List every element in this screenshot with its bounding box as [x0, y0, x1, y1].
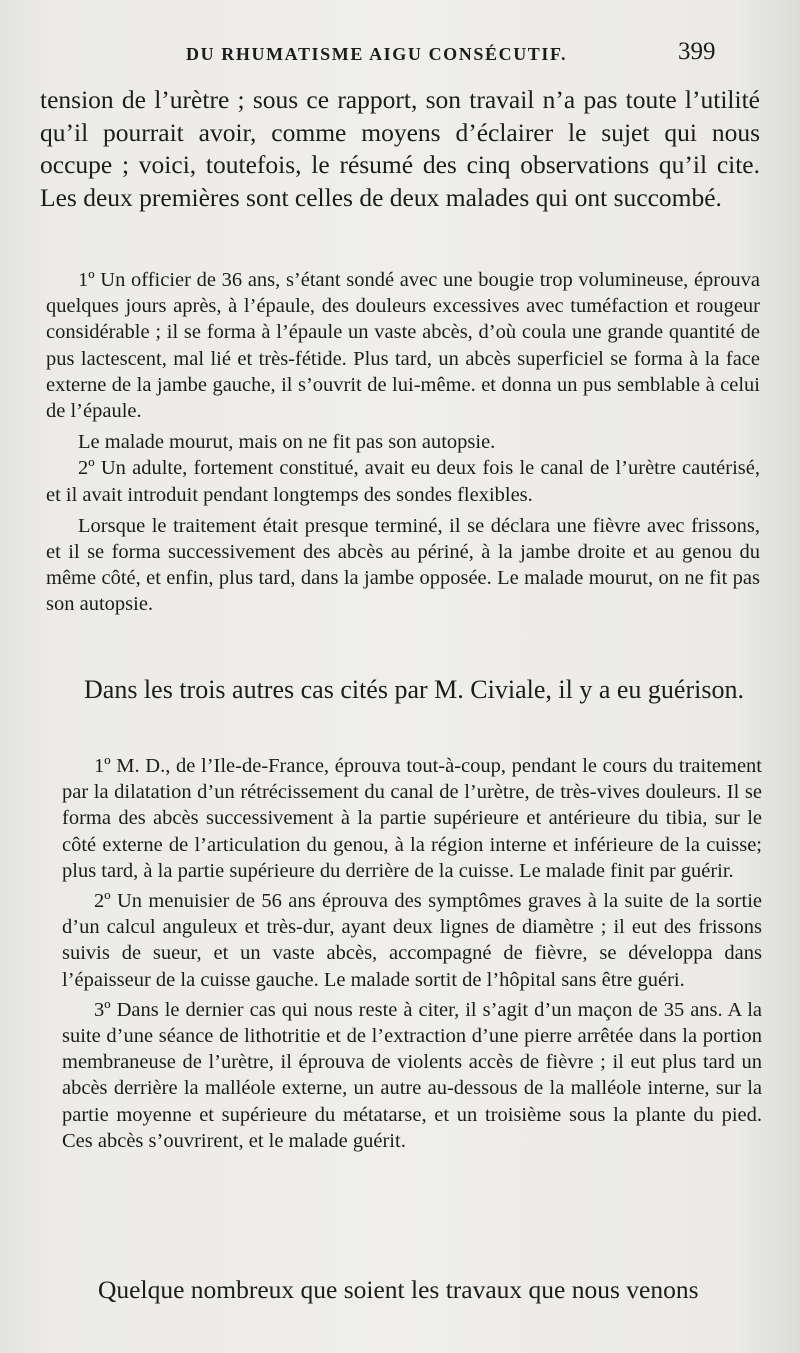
running-title: DU RHUMATISME AIGU CONSÉCUTIF.	[186, 44, 568, 64]
section-lead-block	[52, 674, 770, 706]
paragraph: 3º Dans le dernier cas qui nous reste à citer, il s’agit d’un maçon de 35 ans. A la suite d’une séance de lithotritie et de l’extraction d’une pierre arrêtée dans la portion membraneuse de l’urètre, il éprouva de violents accès de fièvre ; il eut plus tard un abcès derrière la malléole externe, un autre au-dessous de la malléole interne, sur la partie moyenne et supérieure du métatarse, et un troisième sous la plante du pied. Ces abcès s’ouvrirent, et le malade guérit.	[62, 998, 762, 1152]
paragraph: tension de l’urètre ; sous ce rapport, son travail n’a pas toute l’utilité qu’il pourrait avoir, comme moyens d’éclairer le sujet qui nous occupe ; voici, toutefois, le résumé des cinq observations qu’il cite. Les deux premières sont celles de deux malades qui ont succombé.	[40, 85, 760, 212]
paragraph: 2º Un menuisier de 56 ans éprouva des symptômes graves à la suite de la sortie d’un calcul anguleux et très-dur, ayant deux lignes de diamètre ; il eut des frissons suivis de sueur, et un vaste abcès, accompagné de fièvre, se développa dans l’épaisseur de la cuisse gauche. Le malade sortit de l’hôpital sans être guéri.	[62, 890, 762, 991]
paragraph: Lorsque le traitement était presque terminé, il se déclara une fièvre avec frissons, et il se forma successivement des abcès au périné, à la jambe droite et au genou du même côté, et enfin, plus tard, dans la jambe opposée. Le malade mourut, on ne fit pas son autopsie.	[46, 514, 760, 616]
page-header	[0, 38, 800, 78]
paragraph: 1º M. D., de l’Ile-de-France, éprouva tout-à-coup, pendant le cours du traitement par la dilatation d’un rétrécissement du canal de l’urètre, de très-vives douleurs. Il se forma des abcès successivement à la partie supérieure et antérieure du tibia, sur le côté externe de l’articulation du genou, à la région interne et inférieure de la cuisse; plus tard, à la partie supérieure du derrière de la cuisse. Le malade finit par guérir.	[62, 755, 762, 882]
recovery-cases-block	[62, 753, 762, 1154]
page-number: 399	[678, 38, 716, 65]
fatal-cases-block	[46, 267, 760, 618]
paragraph: Quelque nombreux que soient les travaux que nous venons	[98, 1275, 699, 1304]
intro-paragraph-block	[40, 84, 760, 214]
paragraph: 2º Un adulte, fortement constitué, avait eu deux fois le canal de l’urètre cautérisé, et il avait introduit pendant longtemps des sondes flexibles.	[46, 457, 760, 506]
paragraph: Dans les trois autres cas cités par M. Civiale, il y a eu guérison.	[84, 675, 744, 704]
paragraph: Le malade mourut, mais on ne fit pas son autopsie.	[78, 431, 496, 454]
paragraph: 1º Un officier de 36 ans, s’étant sondé avec une bougie trop volumineuse, éprouva quelques jours après, à l’épaule, des douleurs excessives avec tuméfaction et rougeur considérable ; il se forma à l’épaule un vaste abcès, d’où coula une grande quantité de pus lactescent, mal lié et très-fétide. Plus tard, un abcès superficiel se forma à la face externe de la jambe gauche, il s’ouvrit de lui-même. et donna un pus semblable à celui de l’épaule.	[46, 269, 760, 423]
closing-paragraph-block	[66, 1274, 766, 1307]
